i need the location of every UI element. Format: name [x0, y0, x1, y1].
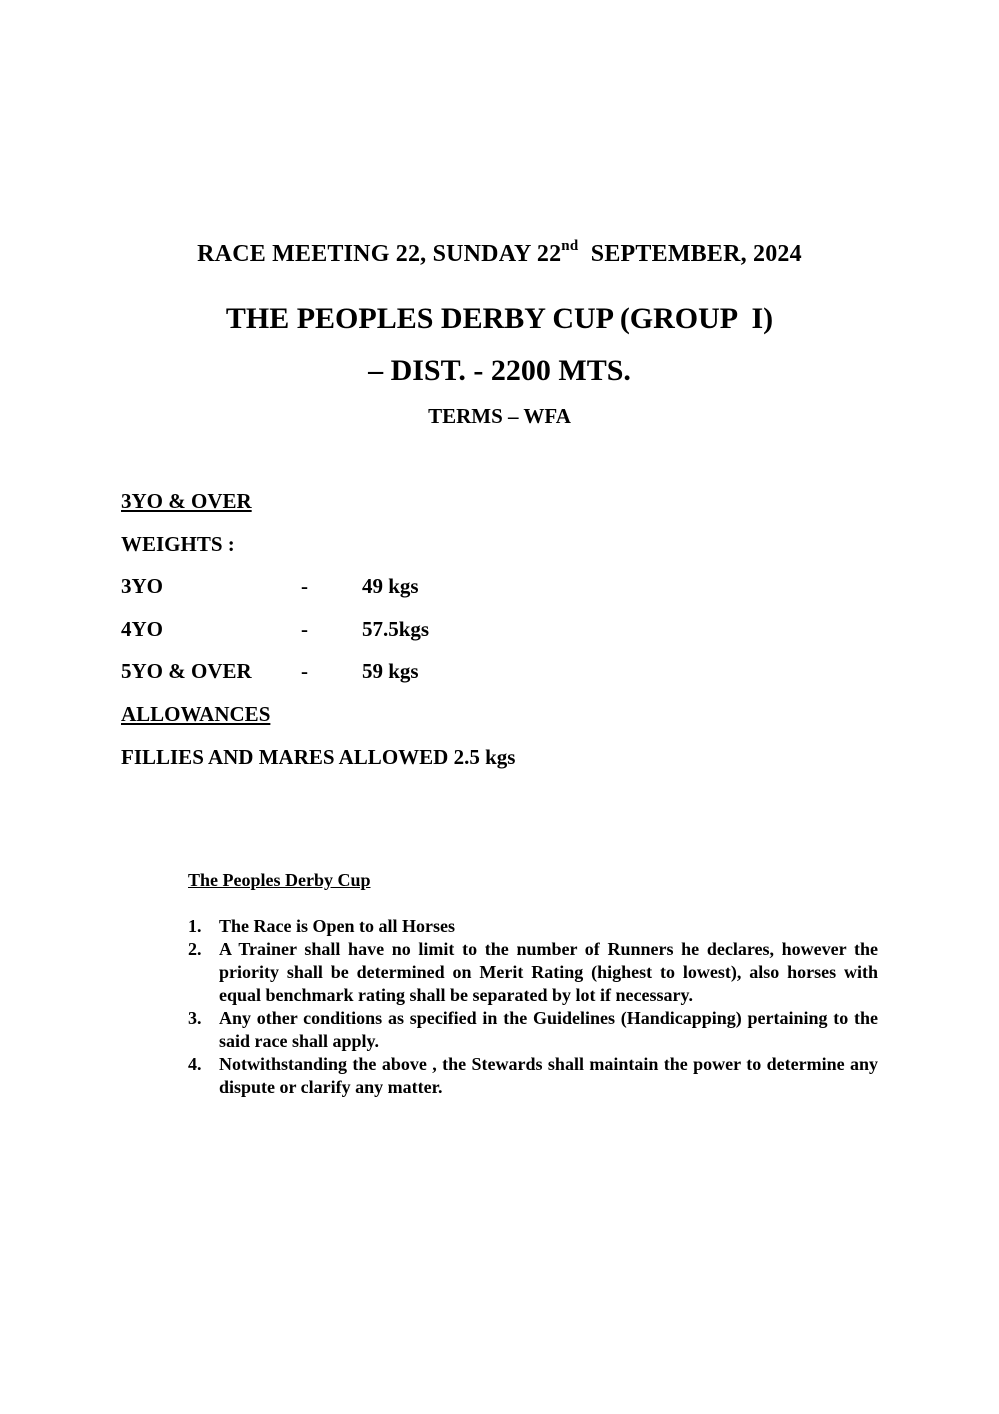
- weight-value: 49 kgs: [362, 574, 419, 598]
- meeting-ordinal-suffix: nd: [561, 238, 579, 254]
- weight-age: 4YO: [121, 617, 163, 641]
- race-distance: – DIST. - 2200 MTS.: [368, 354, 631, 387]
- weight-dash: -: [301, 617, 308, 641]
- meeting-suffix: SEPTEMBER, 2024: [590, 241, 802, 267]
- list-item-number: 4.: [188, 1054, 202, 1074]
- list-item-text: The Race is Open to all Horses: [219, 916, 455, 936]
- list-item-text: Notwithstanding the above , the Stewards shall maintain the power to determine any dispute or clarify any matter.: [219, 1054, 878, 1097]
- race-meeting-heading: [0, 238, 999, 268]
- conditions-list: [188, 915, 878, 1099]
- allowances-text: FILLIES AND MARES ALLOWED 2.5 kgs: [121, 745, 516, 769]
- weight-age: 3YO: [121, 574, 163, 598]
- race-terms: TERMS – WFA: [428, 404, 571, 428]
- list-item: [188, 915, 878, 938]
- list-item: [188, 1053, 878, 1099]
- race-name-title: THE PEOPLES DERBY CUP (GROUP I): [225, 302, 774, 335]
- list-item: [188, 938, 878, 1007]
- list-item: [188, 1007, 878, 1053]
- list-item-number: 1.: [188, 916, 202, 936]
- list-item-number: 2.: [188, 939, 202, 959]
- weights-label: WEIGHTS :: [121, 532, 235, 556]
- weight-dash: -: [301, 574, 308, 598]
- list-item-text: A Trainer shall have no limit to the number of Runners he declares, however the priority shall be determined on Merit Rating (highest to lowest), also horses with equal benchmark rating shall be separated by lot if necessary.: [219, 939, 878, 1005]
- list-item-text: Any other conditions as specified in the Guidelines (Handicapping) pertaining to the said race shall apply.: [219, 1008, 878, 1051]
- weight-value: 59 kgs: [362, 659, 419, 683]
- weight-value: 57.5kgs: [362, 617, 430, 641]
- weight-age: 5YO & OVER: [121, 659, 252, 683]
- meeting-prefix: RACE MEETING 22, SUNDAY 22: [197, 241, 562, 267]
- weight-dash: -: [301, 659, 308, 683]
- list-item-number: 3.: [188, 1008, 202, 1028]
- eligibility-heading: 3YO & OVER: [121, 489, 252, 513]
- conditions-title: The Peoples Derby Cup: [188, 870, 371, 890]
- allowances-heading: ALLOWANCES: [121, 702, 271, 726]
